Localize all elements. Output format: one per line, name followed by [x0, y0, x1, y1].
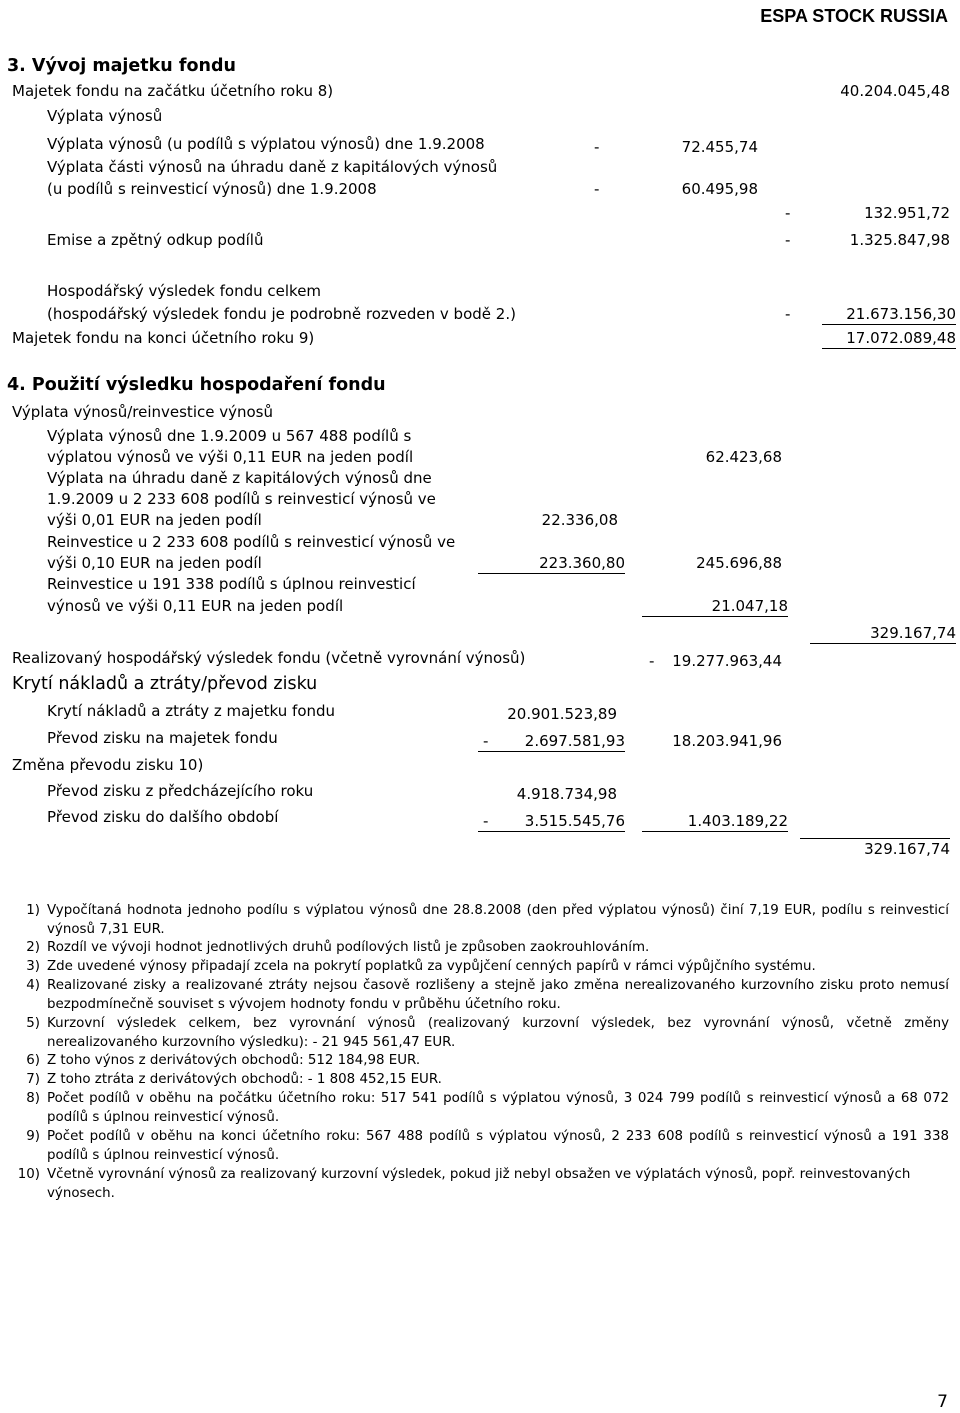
row-label: Výplata na úhradu daně z kapitálových výnosů dne [47, 469, 432, 487]
row-label: Převod zisku do dalšího období [47, 808, 279, 826]
footnote-number: 7) [26, 1072, 40, 1087]
footnote-number: 3) [26, 959, 40, 974]
row-label: výplatou výnosů ve výši 0,11 EUR na jeden podíl [47, 448, 414, 466]
row-value: 62.423,68 [705, 448, 782, 466]
footnote-number: 9) [26, 1129, 40, 1144]
row-label: Výplata výnosů/reinvestice výnosů [12, 403, 273, 421]
row-sign: - [785, 305, 791, 323]
row-value: 329.167,74 [810, 624, 956, 644]
footnote-text: Kurzovní výsledek celkem, bez vyrovnání výnosů (realizovaný kurzovní výsledek, bez vyrovnání výnosů, včetně změny nerealizovaného kurzovního výsledku): - 21 945 561,47 EUR. [47, 1016, 949, 1050]
row-label: výši 0,01 EUR na jeden podíl [47, 511, 262, 529]
row-value: 1.325.847,98 [849, 231, 950, 249]
row-sign: - [594, 180, 600, 198]
row-label: Emise a zpětný odkup podílů [47, 231, 264, 249]
row-label: Výplata výnosů [47, 107, 163, 125]
row-label: Realizovaný hospodářský výsledek fondu (včetně vyrovnání výnosů) [12, 649, 526, 667]
row-sign: - [785, 204, 791, 222]
row-label: Reinvestice u 191 338 podílů s úplnou reinvesticí [47, 575, 416, 593]
footnote-number: 4) [26, 978, 40, 993]
row-label: Výplata části výnosů na úhradu daně z kapitálových výnosů [47, 158, 498, 176]
footnote-number: 1) [26, 903, 40, 918]
row-value: 19.277.963,44 [672, 652, 782, 670]
row-value-total: 1.403.189,22 [642, 812, 788, 832]
row-value: 40.204.045,48 [840, 82, 950, 100]
row-value: 4.918.734,98 [516, 785, 617, 803]
footnote-text: Zde uvedené výnosy připadají zcela na pokrytí poplatků za vypůjčení cenných papírů v rámci výpůjčního systému. [47, 959, 816, 974]
row-value: 21.673.156,30 [822, 305, 956, 325]
row-label: Převod zisku na majetek fondu [47, 729, 278, 747]
row-value: 60.495,98 [681, 180, 758, 198]
fund-name-header: ESPA STOCK RUSSIA [760, 6, 948, 26]
row-label: (hospodářský výsledek fondu je podrobně rozveden v bodě 2.) [47, 305, 516, 323]
row-value: 2.697.581,93 [478, 732, 625, 752]
footnote-text: Počet podílů v oběhu na počátku účetního roku: 517 541 podílů s výplatou výnosů, 3 024 799 podílů s reinvesticí výnosů a 68 072 podílů s úplnou reinvesticí výnosů. [47, 1091, 949, 1125]
footnote-number: 8) [26, 1091, 40, 1106]
footnote-number: 6) [26, 1053, 40, 1068]
row-label: Hospodářský výsledek fondu celkem [47, 282, 322, 300]
row-label: Změna převodu zisku 10) [12, 756, 204, 774]
footnote-text: Počet podílů v oběhu na konci účetního roku: 567 488 podílů s výplatou výnosů, 2 233 608 podílů s reinvesticí výnosů a 191 338 podílů s úplnou reinvesticí výnosů. [47, 1129, 949, 1163]
footnote-number: 5) [26, 1016, 40, 1031]
row-sign: - [594, 138, 600, 156]
footnote-text: Z toho ztráta z derivátových obchodů: - 1 808 452,15 EUR. [47, 1072, 442, 1087]
footnote-number: 10) [17, 1167, 40, 1182]
row-sign: - [785, 231, 791, 249]
row-label: Výplata výnosů dne 1.9.2009 u 567 488 podílů s [47, 427, 412, 445]
row-label: Krytí nákladů a ztráty z majetku fondu [47, 702, 336, 720]
row-value: 22.336,08 [541, 511, 618, 529]
footnote-text: Z toho výnos z derivátových obchodů: 512 184,98 EUR. [47, 1053, 421, 1068]
section-4-title: 4. Použití výsledku hospodaření fondu [7, 375, 386, 395]
row-label: Výplata výnosů (u podílů s výplatou výnosů) dne 1.9.2008 [47, 135, 485, 153]
footnote-text: Včetně vyrovnání výnosů za realizovaný kurzovní výsledek, pokud již nebyl obsažen ve výplatách výnosů, popř. reinvestovaných výnosech. [47, 1167, 911, 1201]
row-value: 329.167,74 [800, 838, 950, 858]
row-value: 223.360,80 [478, 554, 625, 574]
row-value: 20.901.523,89 [507, 705, 617, 723]
row-label: Majetek fondu na konci účetního roku 9) [12, 329, 315, 347]
row-label: Majetek fondu na začátku účetního roku 8) [12, 82, 334, 100]
row-value: 3.515.545,76 [478, 812, 625, 832]
footnote-number: 2) [26, 940, 40, 955]
row-label: výnosů ve výši 0,11 EUR na jeden podíl [47, 597, 344, 615]
footnote-text: Vypočítaná hodnota jednoho podílu s výplatou výnosů dne 28.8.2008 (den před výplatou výnosů) činí 7,19 EUR, podílu s reinvesticí výnosů 7,31 EUR. [47, 903, 949, 937]
row-sign: - [483, 732, 489, 750]
row-sign: - [649, 652, 655, 670]
row-label: (u podílů s reinvesticí výnosů) dne 1.9.2008 [47, 180, 377, 198]
row-label: Reinvestice u 2 233 608 podílů s reinvesticí výnosů ve [47, 533, 456, 551]
row-value-total: 18.203.941,96 [672, 732, 782, 750]
section-3-title: 3. Vývoj majetku fondu [7, 56, 236, 76]
row-value: 132.951,72 [864, 204, 950, 222]
footnote-text: Rozdíl ve vývoji hodnot jednotlivých druhů podílových listů je způsoben zaokrouhlováním. [47, 940, 650, 955]
row-value: 21.047,18 [642, 597, 788, 617]
row-sign: - [483, 812, 489, 830]
subsection-heading: Krytí nákladů a ztráty/převod zisku [12, 674, 318, 694]
row-label: 1.9.2009 u 2 233 608 podílů s reinvesticí výnosů ve [47, 490, 436, 508]
row-value: 72.455,74 [681, 138, 758, 156]
row-value-total: 245.696,88 [696, 554, 782, 572]
row-label: Převod zisku z předcházejícího roku [47, 782, 314, 800]
row-value: 17.072.089,48 [822, 329, 956, 349]
page-number: 7 [937, 1392, 948, 1412]
row-label: výši 0,10 EUR na jeden podíl [47, 554, 262, 572]
footnote-text: Realizované zisky a realizované ztráty nejsou časově rozlišeny a stejně jako změna nerealizovaného kurzovního zisku proto nemusí bezpodmínečně souviset s vývojem hodnoty fondu v průběhu účetního roku. [47, 978, 949, 1012]
